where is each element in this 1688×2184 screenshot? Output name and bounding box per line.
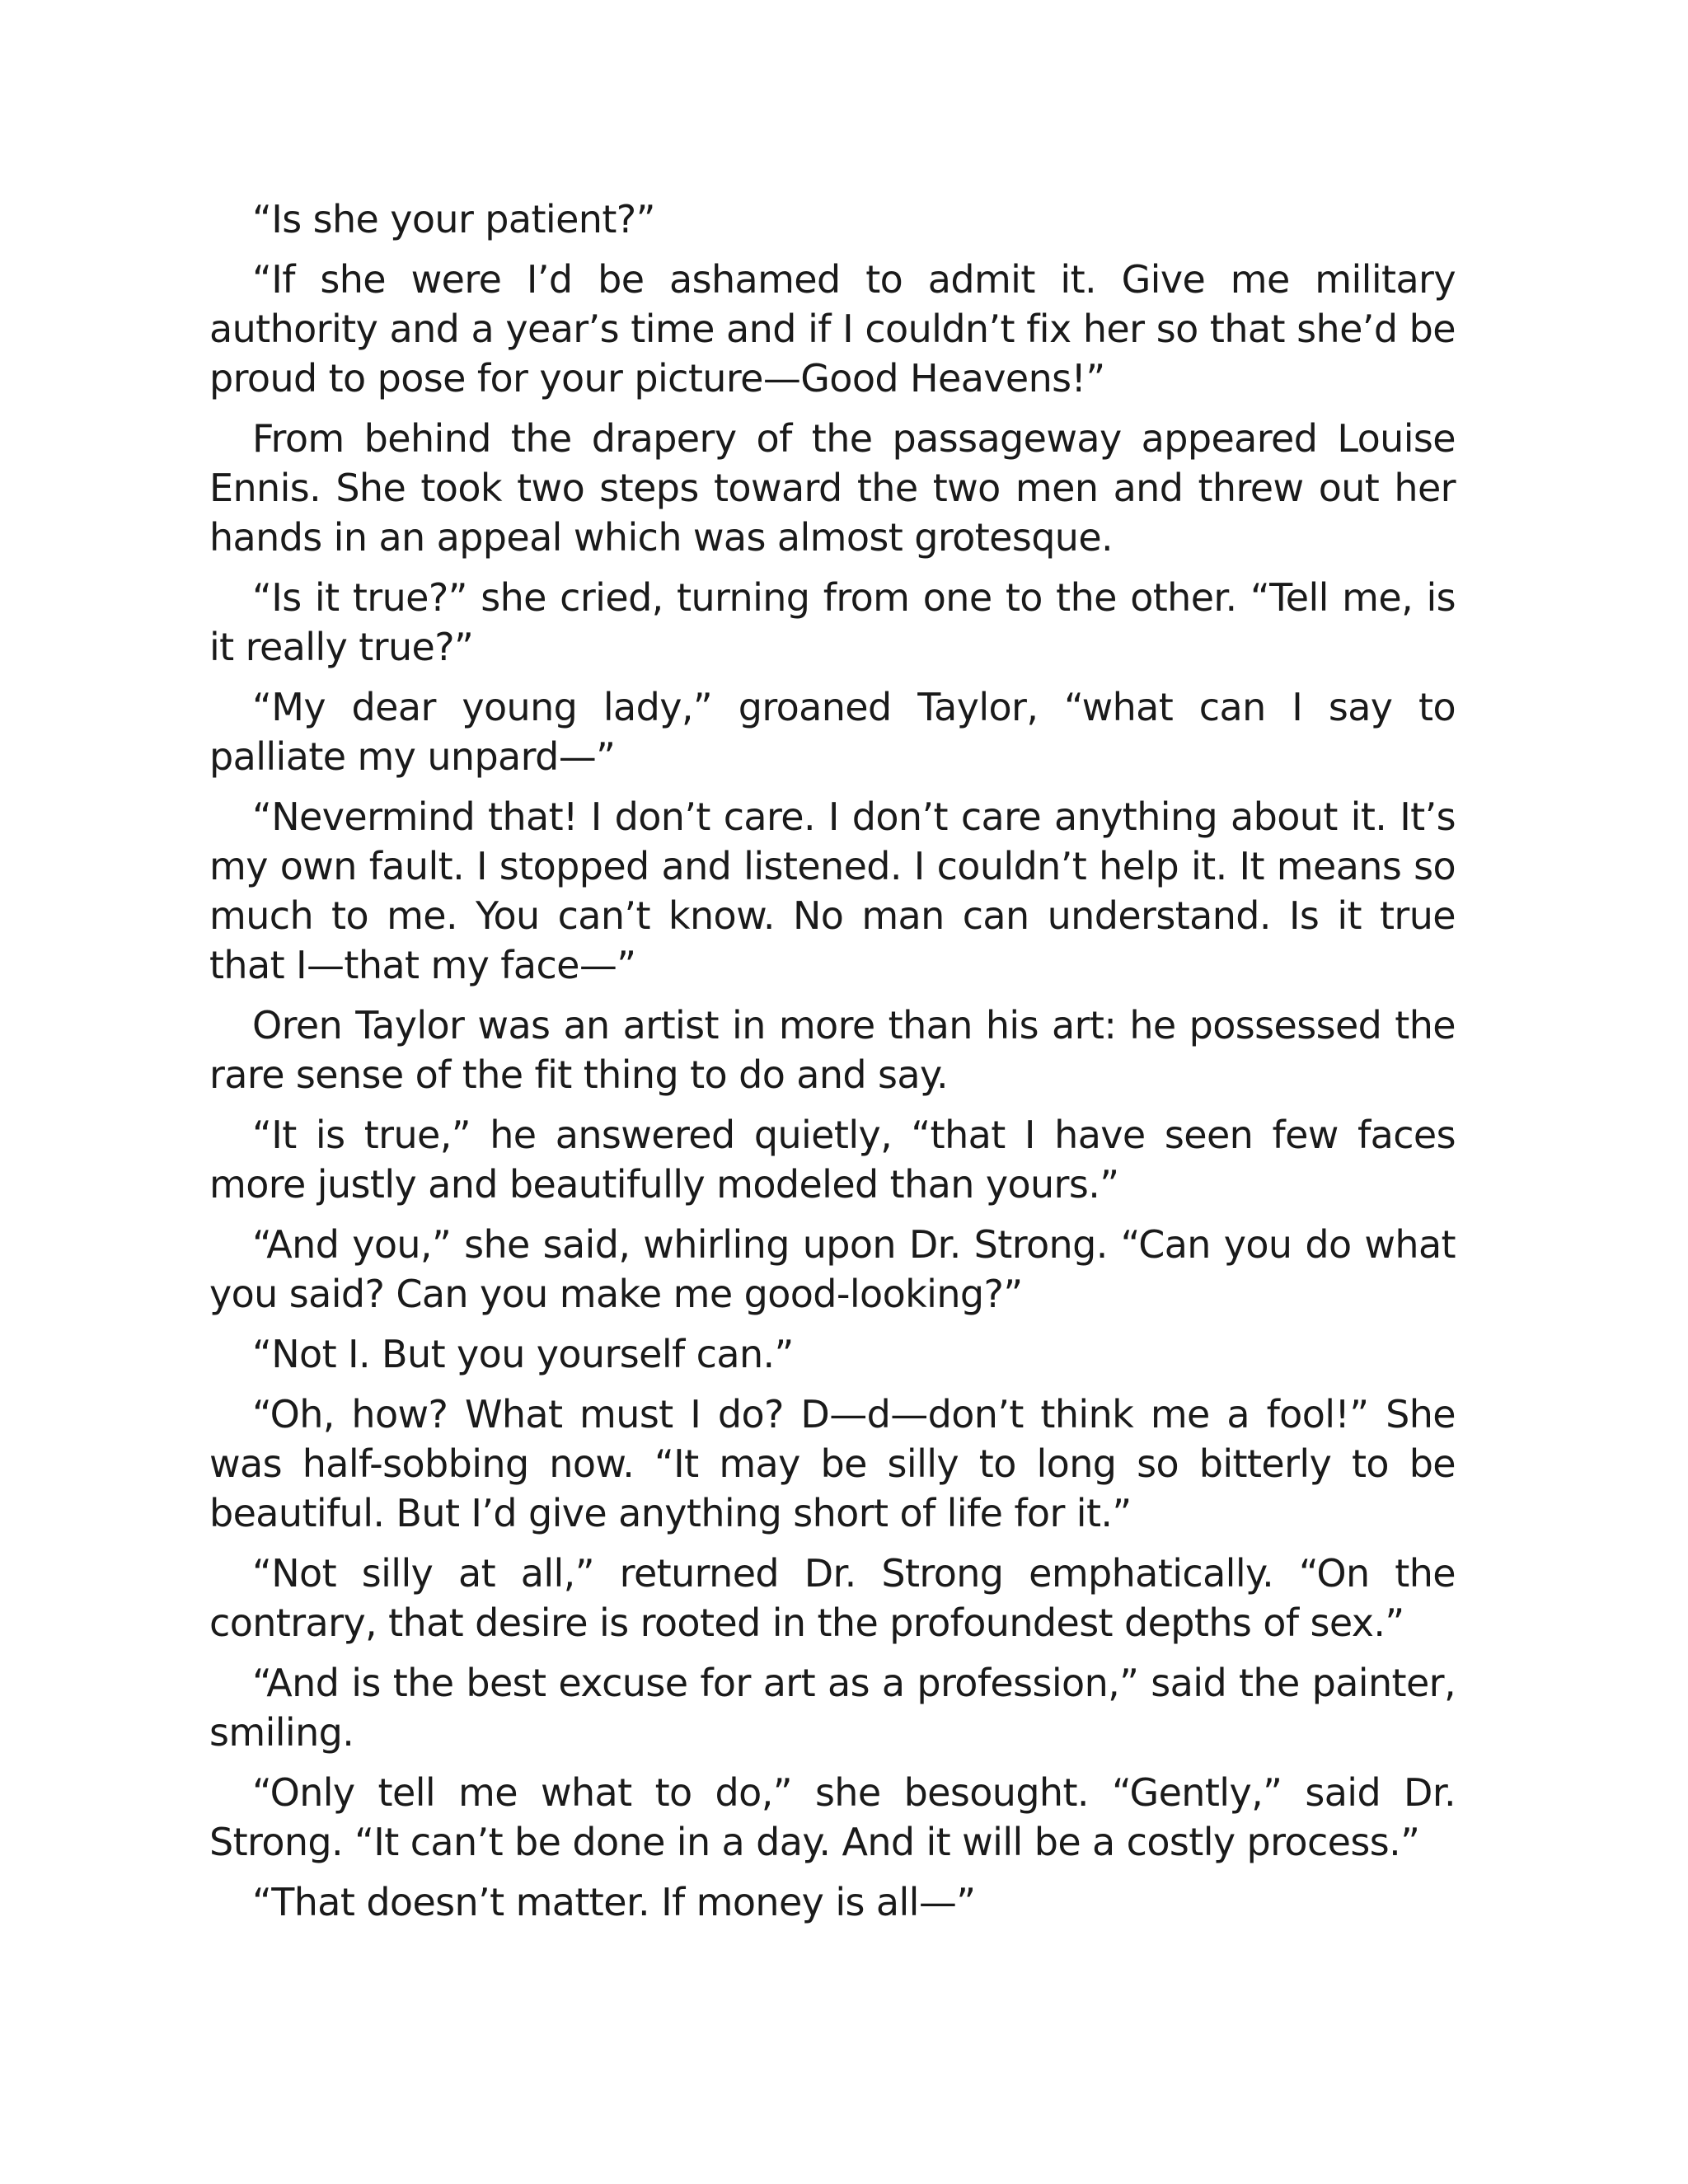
paragraph: “Is she your patient?” [252,197,655,241]
paragraph: “Not silly at all,” returned Dr. Strong emphatically. “On the contrary, that desire is rooted in the profoundest depths of sex.” [209,1551,1456,1645]
paragraph: “Oh, how? What must I do? D—d—don’t think me a fool!” She was half-sobbing now. “It may be silly to long so bitterly to be beautiful. But I’d give anything short of life for it.” [209,1392,1456,1535]
paragraph: “It is true,” he answered quietly, “that I have seen few faces more justly and beautifully modeled than yours.” [209,1113,1456,1207]
paragraph: “And is the best excuse for art as a profession,” said the painter, smiling. [209,1661,1456,1755]
paragraph: “Only tell me what to do,” she besought. “Gently,” said Dr. Strong. “It can’t be done in a day. And it will be a costly process.” [209,1770,1456,1864]
page-body [209,194,1456,1938]
paragraph: “Nevermind that! I don’t care. I don’t care anything about it. It’s my own fault. I stopped and listened. I couldn’t help it. It means so much to me. You can’t know. No man can understand. Is it true that I—that my face—” [209,794,1456,987]
paragraph: “Not I. But you yourself can.” [252,1332,794,1376]
paragraph: “And you,” she said, whirling upon Dr. Strong. “Can you do what you said? Can you make me good-looking?” [209,1222,1456,1316]
paragraph: Oren Taylor was an artist in more than his art: he possessed the rare sense of the fit thing to do and say. [209,1003,1456,1097]
paragraph: “That doesn’t matter. If money is all—” [252,1880,976,1924]
paragraph: From behind the drapery of the passageway appeared Louise Ennis. She took two steps toward the two men and threw out her hands in an appeal which was almost grotesque. [209,416,1456,560]
paragraph: “My dear young lady,” groaned Taylor, “what can I say to palliate my unpard—” [209,685,1456,779]
paragraph: “Is it true?” she cried, turning from one to the other. “Tell me, is it really true?” [209,575,1456,669]
paragraph: “If she were I’d be ashamed to admit it. Give me military authority and a year’s time and if I couldn’t fix her so that she’d be proud to pose for your picture—Good Heavens!” [209,257,1456,401]
